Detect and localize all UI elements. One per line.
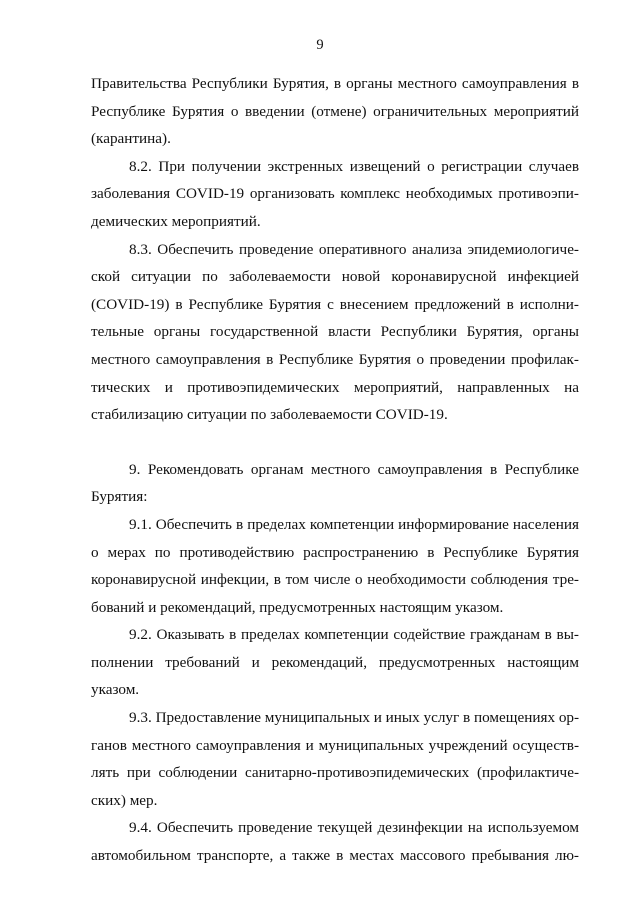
text-line: 8.2. При получении экстренных извещений о регистрации случаев [129, 157, 579, 175]
text-line: бований и рекомендаций, предусмотренных настоящим указом. [91, 598, 504, 616]
paragraph-p8-2 [91, 153, 579, 236]
text-line: 9.3. Предоставление муниципальных и иных услуг в помещениях ор- [129, 709, 580, 727]
text-line: 9. Рекомендовать органам местного самоуправления в Республике [129, 460, 579, 478]
text-line: местного самоуправления в Республике Бурятия о проведении профилак- [91, 350, 579, 368]
text-line: лять при соблюдении санитарно-противоэпидемических (профилактиче- [91, 764, 579, 782]
text-line: стабилизацию ситуации по заболеваемости COVID-19. [91, 406, 448, 424]
paragraph-p9-1 [91, 511, 579, 621]
text-line: 9.2. Оказывать в пределах компетенции содействие гражданам в вы- [129, 626, 579, 644]
text-line: 8.3. Обеспечить проведение оперативного анализа эпидемиологиче- [129, 240, 579, 258]
text-line: Бурятия: [91, 488, 148, 506]
text-line: указом. [91, 681, 140, 699]
text-line: тельные органы государственной власти Республики Бурятия, органы [91, 323, 579, 341]
text-line: ских) мер. [91, 791, 158, 809]
text-line: полнении требований и рекомендаций, предусмотренных настоящим [91, 653, 579, 671]
text-line: (карантина). [91, 130, 171, 148]
paragraph-p9-2 [91, 621, 579, 704]
text-line: заболевания COVID-19 организовать комплекс необходимых противоэпи- [91, 185, 579, 203]
text-line: (COVID-19) в Республике Бурятия с внесением предложений в исполни- [91, 295, 579, 313]
paragraph-p9-4 [91, 814, 579, 869]
text-line: тических и противоэпидемических мероприятий, направленных на [91, 378, 579, 396]
text-line: ской ситуации по заболеваемости новой коронавирусной инфекцией [91, 268, 579, 286]
section-gap [91, 429, 579, 456]
page-number: 9 [316, 37, 324, 53]
paragraph-p0 [91, 70, 579, 153]
document-body [91, 70, 579, 870]
text-line: автомобильном транспорте, а также в местах массового пребывания лю- [91, 847, 579, 865]
text-line: демических мероприятий. [91, 212, 261, 230]
text-line: 9.1. Обеспечить в пределах компетенции информирование населения [129, 515, 579, 533]
paragraph-p9 [91, 456, 579, 511]
paragraph-p8-3 [91, 236, 579, 429]
paragraph-p9-3 [91, 704, 579, 814]
text-line: коронавирусной инфекции, в том числе о необходимости соблюдения тре- [91, 571, 579, 589]
text-line: Республике Бурятия о введении (отмене) ограничительных мероприятий [91, 102, 579, 120]
text-line: Правительства Республики Бурятия, в органы местного самоуправления в [91, 75, 579, 92]
text-line: 9.4. Обеспечить проведение текущей дезинфекции на используемом [129, 819, 579, 837]
text-line: ганов местного самоуправления и муниципальных учреждений осуществ- [91, 736, 579, 754]
text-line: о мерах по противодействию распространению в Республике Бурятия [91, 543, 579, 561]
